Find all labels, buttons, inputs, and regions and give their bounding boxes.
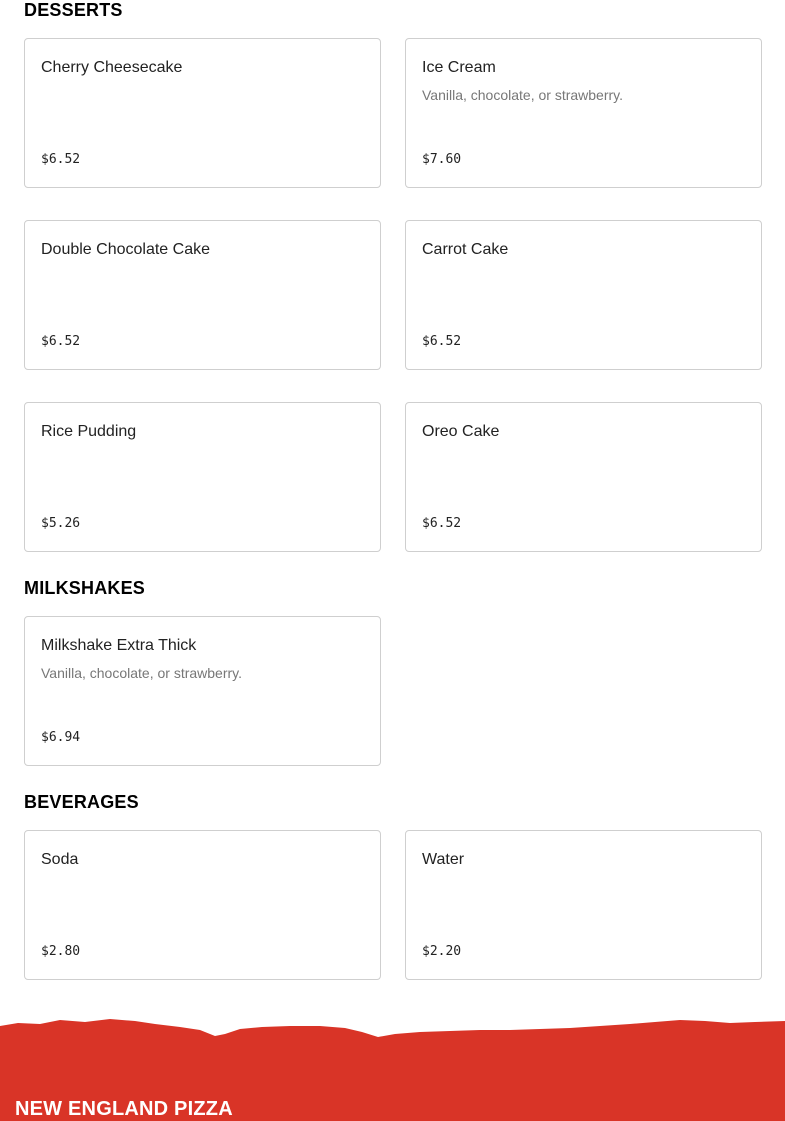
section-title-desserts: DESSERTS bbox=[24, 0, 123, 20]
menu-item-description: Vanilla, chocolate, or strawberry. bbox=[41, 665, 243, 681]
menu-item-card[interactable] bbox=[405, 830, 762, 980]
menu-item-price: $2.80 bbox=[41, 944, 81, 959]
menu-item-price: $6.52 bbox=[41, 152, 81, 167]
site-footer bbox=[0, 1010, 785, 1121]
menu-item-name: Ice Cream bbox=[422, 59, 496, 76]
menu-item-description: Vanilla, chocolate, or strawberry. bbox=[422, 87, 624, 103]
section-title-beverages: BEVERAGES bbox=[24, 792, 139, 812]
menu-item-name: Milkshake Extra Thick bbox=[41, 637, 197, 654]
menu-item-card[interactable] bbox=[24, 616, 381, 766]
menu-item-name: Carrot Cake bbox=[422, 241, 509, 258]
menu-item-name: Oreo Cake bbox=[422, 423, 500, 440]
menu-item-price: $7.60 bbox=[422, 152, 462, 167]
menu-item-price: $6.52 bbox=[422, 516, 462, 531]
menu-item-price: $6.52 bbox=[41, 334, 81, 349]
menu-item-price: $5.26 bbox=[41, 516, 81, 531]
menu-item-card[interactable] bbox=[24, 220, 381, 370]
menu-item-card[interactable] bbox=[405, 220, 762, 370]
menu-item-card[interactable] bbox=[405, 402, 762, 552]
menu-item-name: Cherry Cheesecake bbox=[41, 59, 183, 76]
menu-item-price: $2.20 bbox=[422, 944, 462, 959]
footer-brand-name[interactable]: NEW ENGLAND PIZZA bbox=[15, 1098, 233, 1120]
menu-item-card[interactable] bbox=[24, 38, 381, 188]
menu-item-card[interactable] bbox=[405, 38, 762, 188]
menu-item-card[interactable] bbox=[24, 402, 381, 552]
section-title-milkshakes: MILKSHAKES bbox=[24, 578, 146, 598]
menu-item-name: Water bbox=[422, 851, 465, 868]
menu-item-price: $6.52 bbox=[422, 334, 462, 349]
menu-item-name: Rice Pudding bbox=[41, 423, 137, 440]
menu-item-price: $6.94 bbox=[41, 730, 81, 745]
menu-item-card[interactable] bbox=[24, 830, 381, 980]
menu-item-name: Soda bbox=[41, 851, 79, 868]
menu-item-name: Double Chocolate Cake bbox=[41, 241, 210, 258]
